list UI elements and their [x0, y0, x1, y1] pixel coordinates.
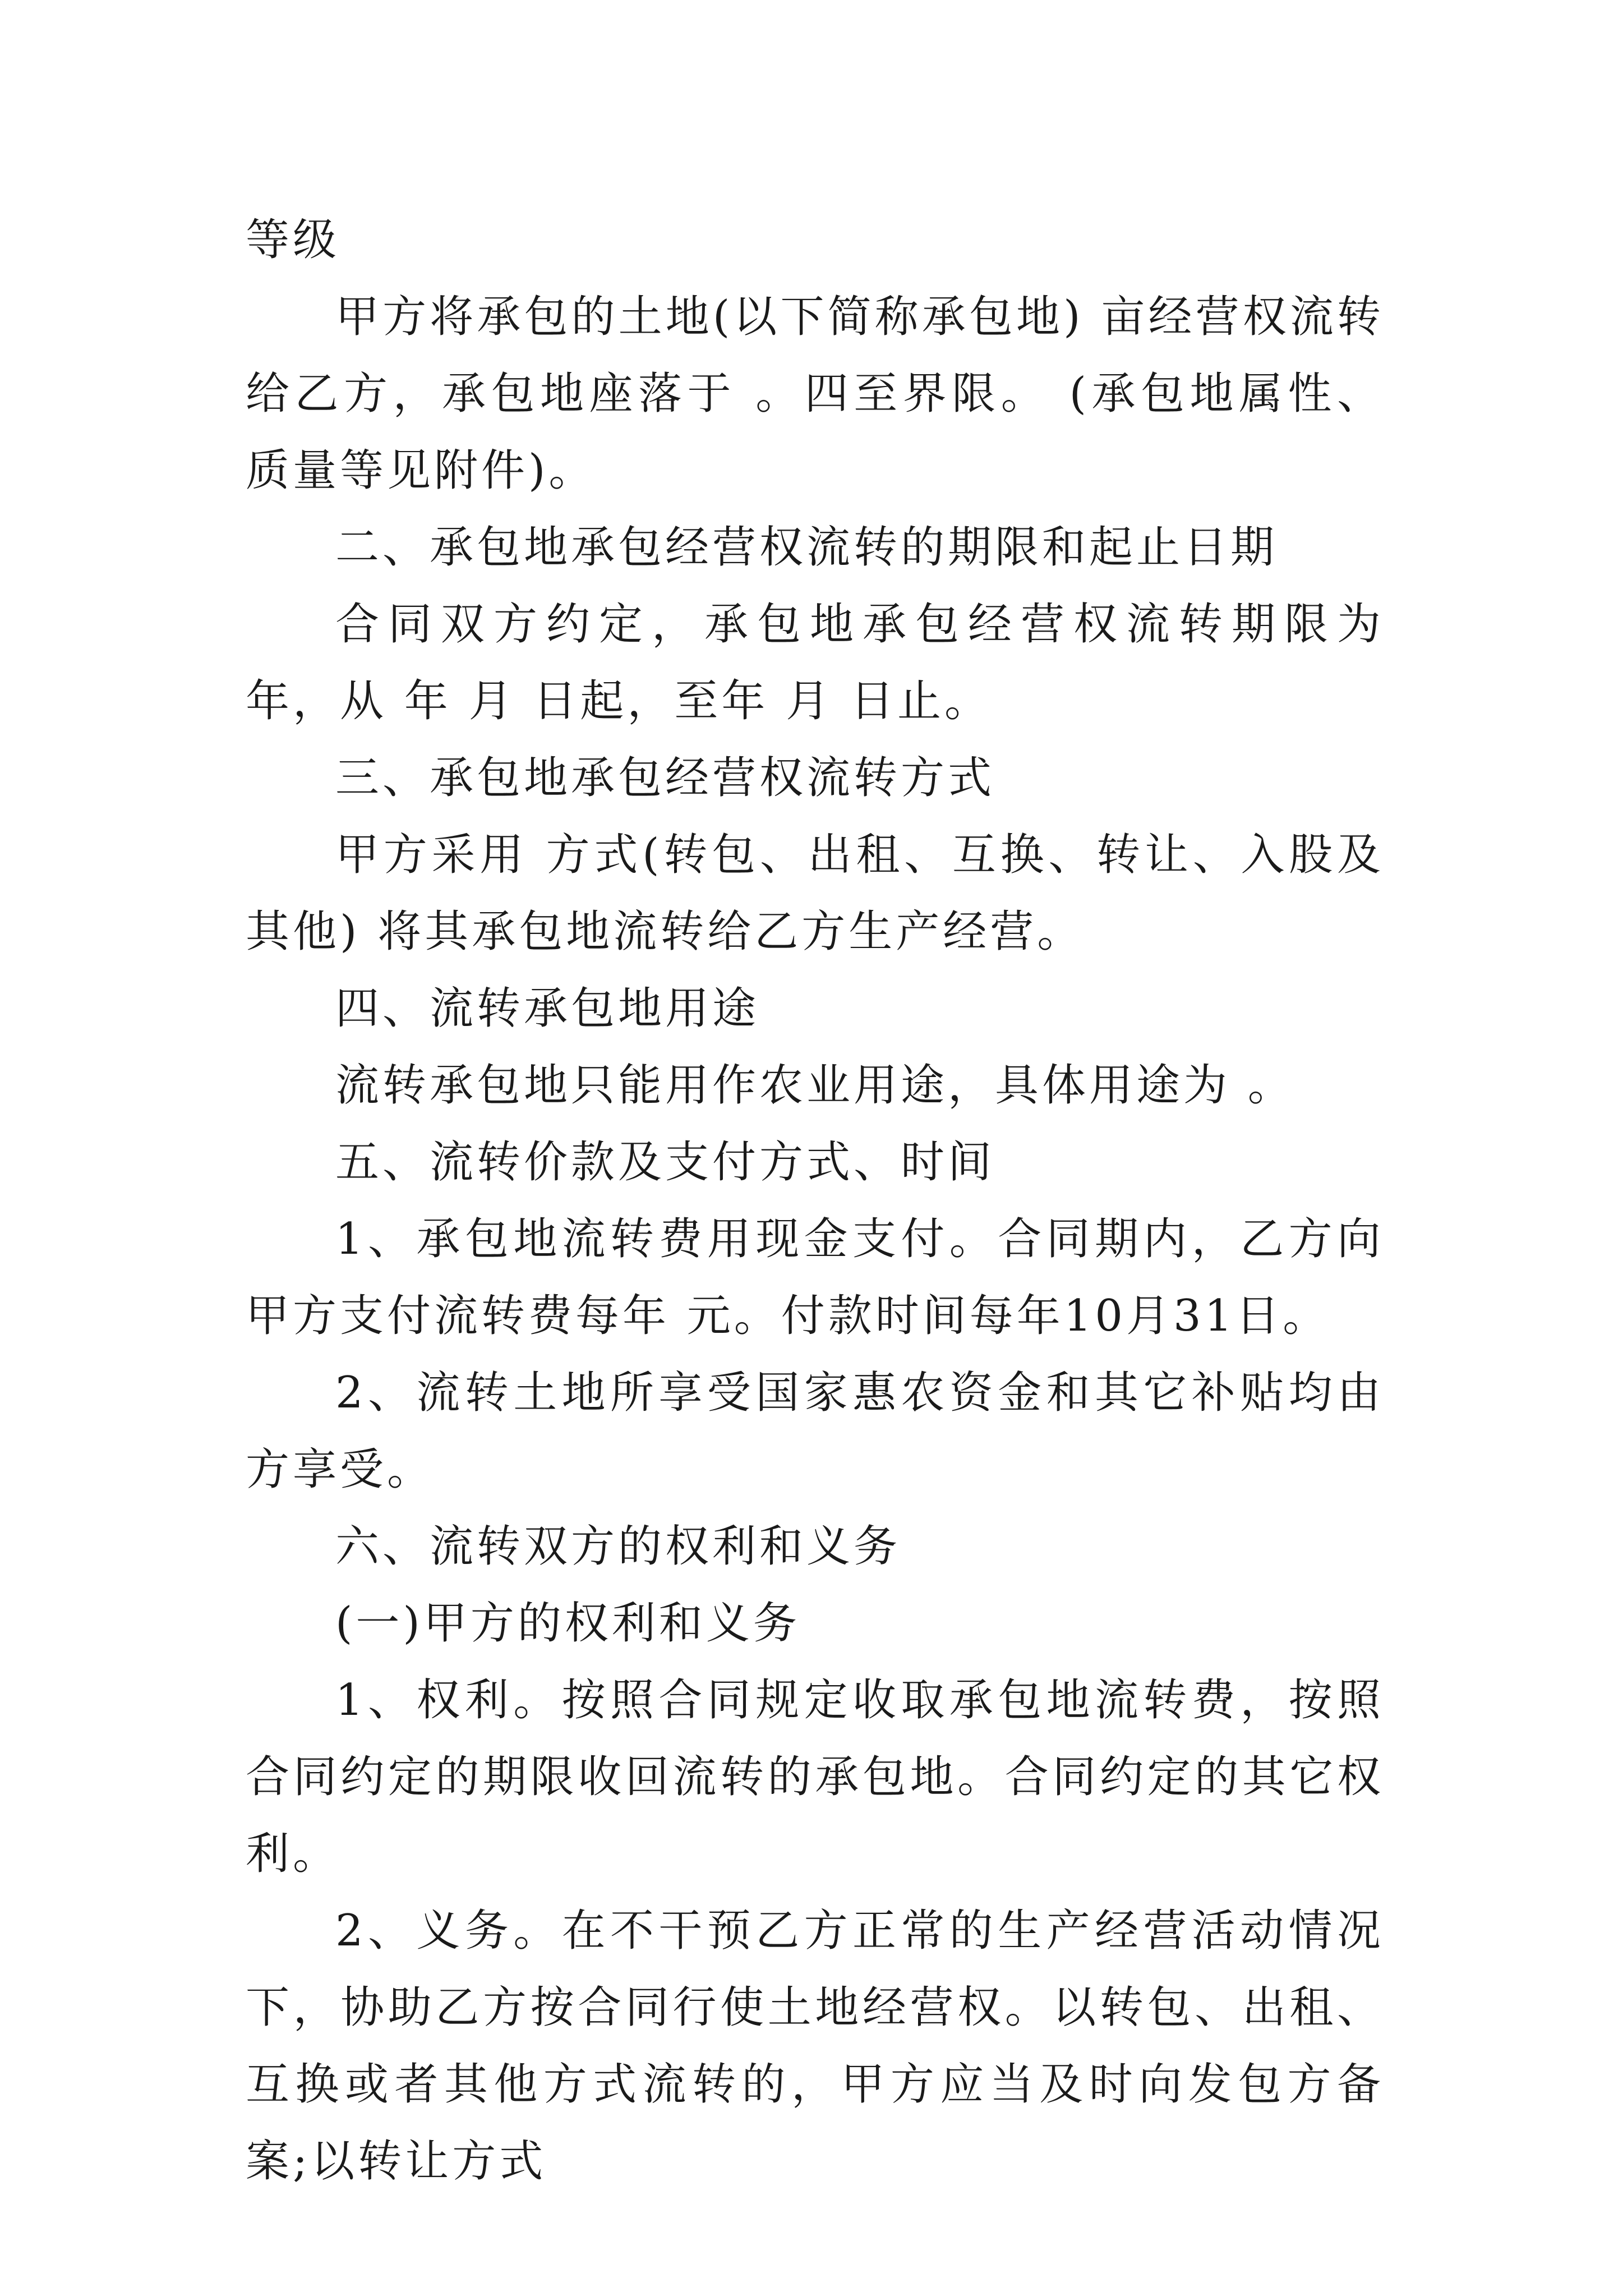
paragraph: 合同双方约定，承包地承包经营权流转期限为 年，从 年 月 日起，至年 月 日止。 [246, 599, 1384, 726]
section-heading: 三、承包地承包经营权流转方式 [335, 753, 995, 803]
paragraph: 流转承包地只能用作农业用途，具体用途为 。 [335, 1060, 1295, 1111]
section-heading: 五、流转价款及支付方式、时间 [335, 1137, 995, 1188]
paragraph: 1、权利。按照合同规定收取承包地流转费，按照合同约定的期限收回流转的承包地。合同约定的其它权利。 [246, 1675, 1384, 1879]
section-heading: 二、承包地承包经营权流转的期限和起止日期 [335, 522, 1278, 573]
paragraph: 1、承包地流转费用现金支付。合同期内，乙方向甲方支付流转费每年 元。付款时间每年10月31日。 [246, 1214, 1384, 1341]
section-heading: 六、流转双方的权利和义务 [335, 1521, 901, 1572]
paragraph: 2、义务。在不干预乙方正常的生产经营活动情况下，协助乙方按合同行使土地经营权。以转包、出租、互换或者其他方式流转的，甲方应当及时向发包方备案;以转让方式 [246, 1906, 1384, 2187]
document-body [246, 202, 1384, 2200]
section-heading: 四、流转承包地用途 [335, 983, 760, 1034]
subsection-heading: (一)甲方的权利和义务 [335, 1598, 800, 1649]
paragraph-continuation: 等级 [246, 215, 340, 265]
paragraph: 2、流转土地所享受国家惠农资金和其它补贴均由 方享受。 [246, 1368, 1384, 1495]
paragraph: 甲方将承包的土地(以下简称承包地) 亩经营权流转给乙方，承包地座落于 。四至界限。 (承包地属性、质量等见附件)。 [246, 292, 1384, 496]
paragraph: 甲方采用 方式(转包、出租、互换、转让、入股及其他) 将其承包地流转给乙方生产经营。 [246, 830, 1384, 957]
